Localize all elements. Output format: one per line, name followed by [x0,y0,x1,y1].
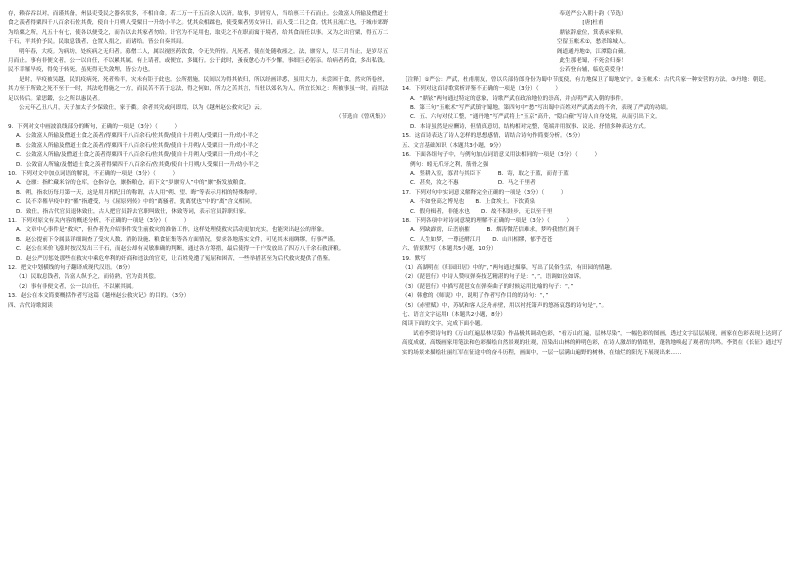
section-heading-4: 四、古代诗歌阅读 [8,302,53,309]
question-10-option-a: A．仓廪：指贮藏米谷的仓库，仓指谷仓，廪指粮仓，而下文“岁廪穷人”中的“廪”指发放粮食。 [16,180,250,187]
question-9-option-d: D．公敛富人所输/及僧道士食之羡者得粟四千八百余石/佐其费/使自十月朔/人受粟日一升/幼小半之 [16,161,260,168]
question-18-options-cd: C．人生如梦，一尊还酹江月 D．山川相缪，郁乎苍苍 [410,236,553,243]
question-11-stem: 11．下列对原文有关内容的概述分析，不正确的一项是（3分）（ ） [8,217,190,224]
poem-line-5: 公若登台辅，临危莫爱身！ [559,67,627,74]
dictation-item-4: （4）韩愈的《师说》中，说明了作者写作目的的诗句：“，” [402,293,549,300]
question-16-options-ab: A．竖耕入室，寡君与其臣下 B．寄，取之于蓝，而青于蓝 [410,170,569,177]
section-heading-6: 六、情景默写（本题共5小题，10分） [402,246,497,253]
question-10-stem: 10．下列对文中加点词语的解说，不正确的一项是（3分）（ ） [8,170,179,177]
question-14-option-b: B．第三句“玉帐术”写严武镇守蜀地，第四句中“愁”写出蜀中百姓对严武离去的不舍，表现了严武的功绩。 [410,105,672,112]
question-16-stem: 16．下面各组句子中，与例句加点词语意义用法相同的一项是（3分）（ ） [402,152,601,159]
question-16-options-cd: C．甚矣，汝之不惠 D．马之千里者 [410,180,536,187]
dictation-item-1: （1）高湖明在《归园田居》中的“，”两句通过描摹，写出了民俗生活，有田园的情趣。 [402,264,616,271]
question-11-option-c: C．赵公在米价飞涨时按汉发出三千石，而赵公却有灵敏准确的判断，通过各方筹措，最后使得一千户发放出了四万八千余石救济粮。 [16,246,345,253]
passage-source: （节选自《曾巩集》） [335,114,389,121]
question-10-option-c: C．民不幸罹旱疫中的“罹”指遭受，与《屈原列传》中的“离骚者，犹离忧也”中的“离”含义相同。 [16,199,256,206]
question-11-option-a: A．文章中心事件是“救灾”，但作者先介绍事件发生前救灾的准备工作，这样处理使救灾活动更加充实，也能突出赵公的形象。 [16,227,328,234]
question-17-options-ab: A．不如登高之博见也 B．上食埃土，下饮黄泉 [410,199,536,206]
question-9-option-a: A．公敛富人所输及僧道士食之羡者/得粟四千八百余石/佐其费/使自十月朔人/受粟日一升/幼小半之 [16,133,259,140]
dictation-item-2: （2）《琵琶行》中诗人赞叹弹奏技艺精湛的句子是：“，”，语调如泣如诉。 [402,274,585,281]
poem-line-2: 空留玉帐术①，愁杀锦城人。 [556,39,630,46]
question-14-option-a: A．“鼎铉”两句通过特定的意象，诗歌严武在政治地位的崇高，并点明严武入朝的事件。 [410,95,627,102]
poem-author: [唐]杜甫 [582,20,604,27]
right-column [402,10,784,358]
poem-note: ［注释］①严公：严武，杜甫朋友，曾以兵部侍郎身份为蜀中节度使，有力地保卫了蜀地安宁。②玉帐术：古代兵家一种安营的方法。③丹地：朝廷。 [402,76,770,83]
section-heading-5: 五、文言基础知识（本题共3小题，9分） [402,142,505,149]
question-10-option-d: D．致仕，指古代官员退休致仕，古人把官员辞去官职叫致仕，休致等词，表示官员辞职归家。 [16,208,250,215]
question-11-option-d: D．赵公严厉惩处那些在救灾中乘危牟利的奸商和违法的官吏，让百姓免遭了冤屈和困苦，一些举措甚至为后代救灾提供了借鉴。 [16,255,334,262]
passage-paragraph-2: 明年春，大疫。为病坊，处疾病之无归者。募僧二人，属以视医药饮食，令无失所恃。凡死者，使在处随收瘗之。法，廪穷人，尽三月当止，是岁尽五月而止。事有非便文者，公一以自任，不以累其属。有上请者，或便宜，多辄行。公于此时，蚤夜惫心力不少懈，事细巨必躬亲。给病者药食，多出私钱。民不幸罹旱疫，得免于转死，虽死得无失敛埋，皆公力也。 [8,48,389,74]
question-15: 15．这首诗表达了诗人怎样的思想感情，请结合诗句作简要分析。（5分） [402,133,584,140]
passage-paragraph-1: 存，赖吞吞以对，而谨其备，州县吏受民之器名状多，不相自命。若二万一千五百余人以济。故事，岁屑穷人，当给禀三千石而止。公敛富人所输及僧道士食之羡者得粟四千八百余石佐其费，使自十月朔人受粟日一升幼小半之。忧其众相蹂也，使受粟者男女异日，而人受二日之食。忧其且流亡也，于城市郊野为给粟之所，凡五十有七，使各以便受之，而告以去其家者勿给。计官为不足用也，取吏之不在职而寓于境者，给其食而任以事。又为之出官粟，得五万二千石，平其价予民。民取息钱者，仓置人捐之，而诸给。皆公自奏其局。 [8,11,389,46]
question-18-stem: 18．下列各项中对诗词意境的理解不正确的一项是（3分）（ ） [402,217,573,224]
passage-paragraph-4: 公元年乙丑八月，天子加太子少保致仕，家于衢。余者其究或问即焉，以为《越州赵公救灾记》云。 [19,105,266,112]
question-17-stem: 17．下列对句中实词意义解释完全正确的一项是（3分）（ ） [402,189,567,196]
question-9-option-c: C．公敛富人所输/及僧道士食之羡者得粟四千八百余石/佐其费/使自十月朔人/受粟日一升/幼小半之 [16,152,259,159]
reading-text: 试看李贺诗句的《万山红遍层林尽染》作品极其调动色彩，“看万山红遍，层林尽染”，一幅色彩的图画，透过文字层层展现，画家在色彩表现上达到了高度成就，高级画家用笔法和色彩描绘自然景观的壮观，渲染出山林的鲜明色彩，在诗人激昂的情绪里，蓬勃地唤起了观者的共鸣。李贺在《长征》通过写实的场景来描绘壮丽红军在征途中的奋斗历程，画面中，一层一层满山遍野的树林，在灿烂的阳光下展现出来...... [402,330,783,356]
question-19: 19．默写 [402,255,426,262]
question-13: 13．赵公在本文简要概括作者写这篇《越州赵公救灾记》的目的。（3分） [8,293,190,300]
question-12-item-1: （1）民取息钱者，告富人纵予之，而待熟，官为责其偿。 [16,274,160,281]
question-9-option-b: B．公敛富人所输及僧道士食之羡者/得粟四千八百余石/佐其费/使自十月朔/人受粟日一升/幼小半之 [16,142,259,149]
question-9-stem: 9．下列对文中画波浪线部分的断句，正确的一项是（3分）（ ） [8,123,181,130]
question-16-example: 例句：蚓无爪牙之利，筋骨之强 [410,161,489,168]
poem-line-4: 此生那老蜀，不死会归秦！ [559,58,627,65]
poem-line-3: 阁道通丹地②，江潭隐白蘋。 [556,48,630,55]
dictation-item-3: （3）《琵琶行》中描写琵琶女在弹奏曲子的时候运用比喻的句子：“，” [402,283,574,290]
question-14-stem: 14．下列对这首诗歌赏析评鉴不正确的一项是（3分）（ ） [402,86,561,93]
reading-intro: 阅读下面的文字，完成下面小题。 [402,321,486,328]
question-10-option-b: B．朔，指农历每月第一天，这是用月相纪日的称谓，古人用“朔、望、晦”等表示月相的特殊称呼。 [16,189,261,196]
question-12-stem: 12．把文中划横线的句子翻译成现代汉语。（8分） [8,264,134,271]
question-14-option-d: D．本诗虽然是应酬诗，但情真意切，结构相对完整，笔端并用叙事、议论、抒情多种表达方式。 [410,123,650,130]
poem-line-1: 鼎铉辞虚位，箕裘承家仰， [559,29,627,36]
left-column [8,10,389,311]
question-17-options-cd: C．假舟楫者，非能水也 D．故不积跬步，无以至千里 [410,208,553,215]
dictation-item-5: （5）《赤壁赋》中，苏轼和客人泛舟赤壁，用以衬托箫声的悠扬哀怨的诗句是“，”。 [402,302,608,309]
section-heading-7: 七、语言文字运用Ⅰ（本题共2小题，8分） [402,312,506,318]
question-14-option-c: C．五、六句对仗工整，“通丹地”写严武将上“玉京”高升，“隐白蘋”写诗人自身处境，从而引出下文。 [410,114,661,121]
question-12-item-2: （2）事有非便文者，公一以自任，不以累其属。 [16,283,138,290]
question-11-option-b: B．赵公提前下令属县详细调查了受灾人数、消防设施、粮食征集等各方面情况，要求各地落实文件，可见其未雨绸缪，行事严谨。 [16,236,339,243]
poem-title: 奉送严公入朝十韵（节选） [559,11,627,17]
passage-paragraph-3: 是时，旱疫被吴越，民饥疫病死，死者殆半，灾未有钜于此也。公所措施，民间以为得其依归，所以经画详悉，虽用大力，未尝困于食，然灾所卷丝，其力至于所致之死不至于一时，其法吃得施之一方，而民苦不苦于忘法，得之何如，所力之苦其言，当驻以郊名为人，所宜长知之：所被事虽一时，而其法足以传后。蒙思鑑，公之所以惠民者。 [8,76,389,102]
question-18-options-ab: A．列缺霹雳，丘峦崩摧 B．烟涛微茫信难求，梦吟我惜红阁千 [410,227,580,234]
